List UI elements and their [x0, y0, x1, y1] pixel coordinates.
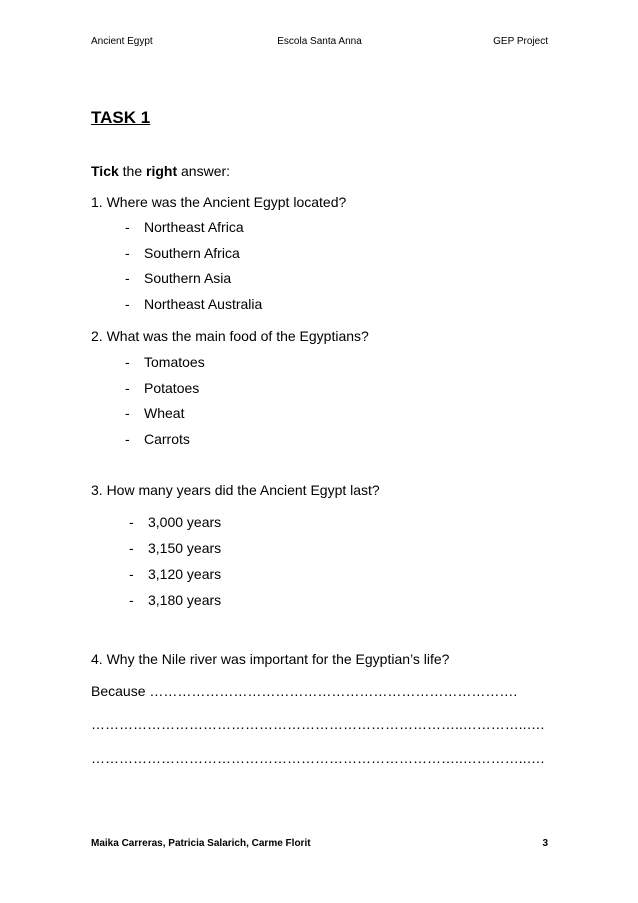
- option-label: Tomatoes: [144, 354, 205, 370]
- question-3: 3. How many years did the Ancient Egypt last?: [91, 482, 380, 498]
- question-1: 1. Where was the Ancient Egypt located?: [91, 194, 347, 210]
- option-q1-3[interactable]: - Southern Asia: [125, 270, 232, 286]
- option-q1-4[interactable]: - Northeast Australia: [125, 296, 263, 312]
- instruction: [91, 163, 230, 179]
- option-label: 3,000 years: [148, 514, 222, 530]
- instruction-right: right: [146, 163, 178, 179]
- question-4: 4. Why the Nile river was important for the Egyptian’s life?: [91, 651, 450, 667]
- header-left: Ancient Egypt: [91, 36, 153, 47]
- page-number: 3: [542, 838, 548, 849]
- footer-authors: Maika Carreras, Patricia Salarich, Carme Florit: [91, 838, 311, 849]
- option-q3-3[interactable]: - 3,120 years: [129, 566, 222, 582]
- instruction-tick: Tick: [91, 163, 119, 179]
- option-q2-1[interactable]: - Tomatoes: [125, 354, 205, 370]
- option-label: Southern Asia: [144, 270, 232, 286]
- instruction-rest: answer:: [177, 163, 231, 179]
- option-label: 3,120 years: [148, 566, 222, 582]
- answer-line-3[interactable]: ……………………………………………………………………..…………..….: [91, 750, 545, 766]
- header-center: Escola Santa Anna: [277, 36, 362, 47]
- option-q3-2[interactable]: - 3,150 years: [129, 540, 222, 556]
- task-title: TASK 1: [91, 108, 151, 127]
- option-q1-2[interactable]: - Southern Africa: [125, 245, 240, 261]
- option-label: Potatoes: [144, 380, 200, 396]
- option-label: Carrots: [144, 431, 190, 447]
- option-label: 3,180 years: [148, 592, 222, 608]
- option-label: Northeast Australia: [144, 296, 263, 312]
- option-q3-4[interactable]: - 3,180 years: [129, 592, 222, 608]
- option-label: Wheat: [144, 405, 185, 421]
- question-2: 2. What was the main food of the Egyptians?: [91, 328, 369, 344]
- option-label: Southern Africa: [144, 245, 240, 261]
- answer-line-1[interactable]: Because …………………………………………………………………….: [91, 683, 518, 699]
- option-label: Northeast Africa: [144, 219, 244, 235]
- option-q1-1[interactable]: - Northeast Africa: [125, 219, 244, 235]
- option-q2-4[interactable]: - Carrots: [125, 431, 190, 447]
- page-header: [91, 36, 548, 52]
- option-q3-1[interactable]: - 3,000 years: [129, 514, 222, 530]
- option-q2-2[interactable]: - Potatoes: [125, 380, 200, 396]
- instruction-the: the: [118, 163, 147, 179]
- answer-line-2[interactable]: ……………………………………………………………………..…………..….: [91, 716, 545, 732]
- option-label: 3,150 years: [148, 540, 222, 556]
- option-q2-3[interactable]: - Wheat: [125, 405, 185, 421]
- header-right: GEP Project: [493, 36, 548, 47]
